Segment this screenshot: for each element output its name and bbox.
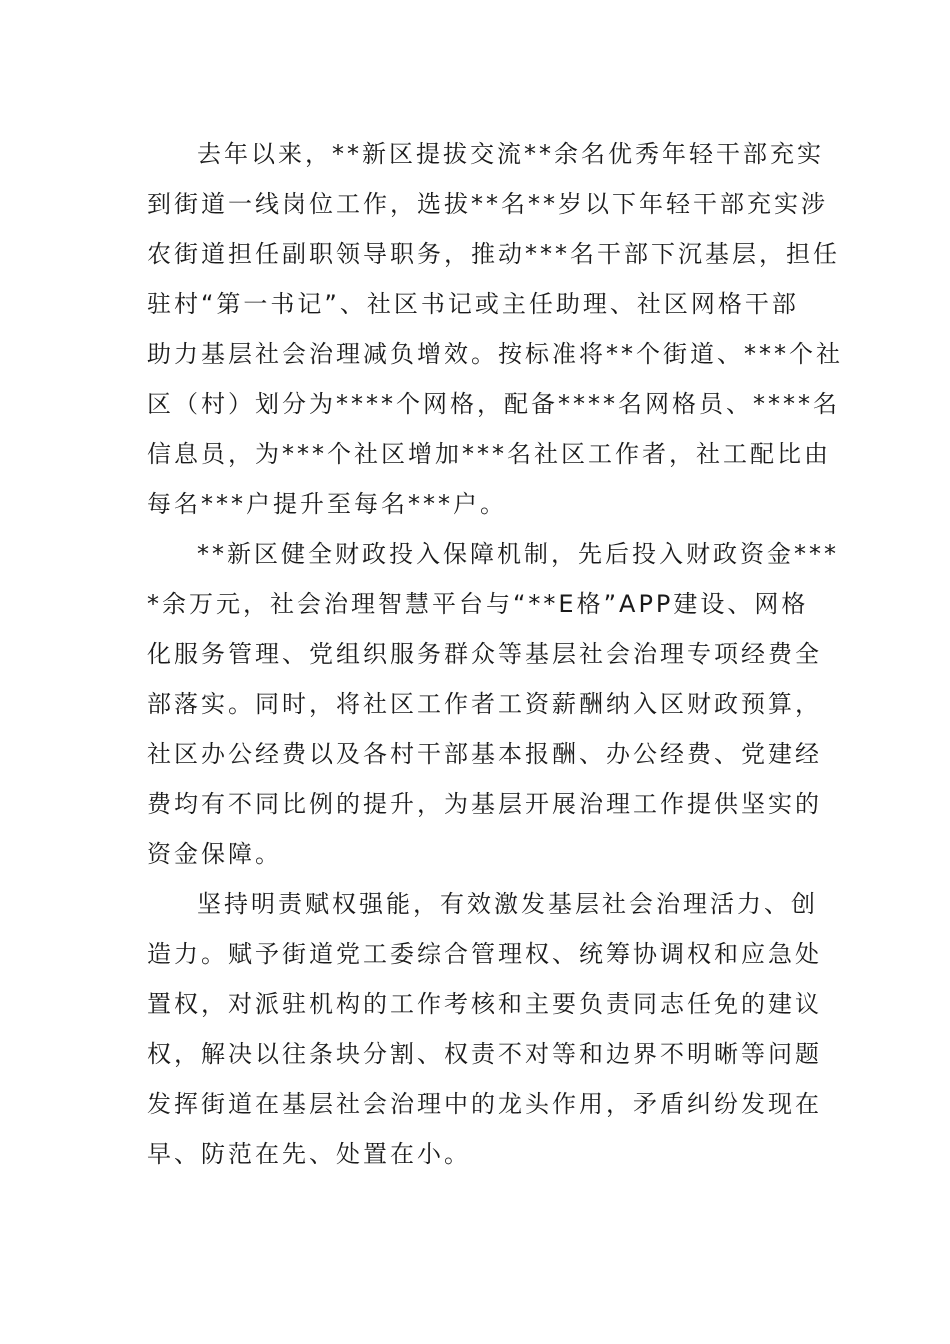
text-line: 信息员，为***个社区增加***名社区工作者，社工配比由 <box>147 440 831 468</box>
paragraph-2 <box>147 529 839 879</box>
text-line: 化服务管理、党组织服务群众等基层社会治理专项经费全 <box>147 640 822 668</box>
paragraph-1 <box>147 129 843 529</box>
text-line: 农街道担任副职领导职务，推动***名干部下沉基层，担任 <box>147 240 840 268</box>
text-line: 坚持明责赋权强能，有效激发基层社会治理活力、创 <box>197 890 818 918</box>
text-line: *余万元，社会治理智慧平台与“**E格”APP建设、网格 <box>147 590 809 618</box>
text-line: 社区办公经费以及各村干部基本报酬、办公经费、党建经 <box>147 740 822 768</box>
body-text <box>147 129 843 1179</box>
text-line: 发挥街道在基层社会治理中的龙头作用，矛盾纠纷发现在 <box>147 1090 822 1118</box>
text-line: 权，解决以往条块分割、权责不对等和边界不明晰等问题 <box>147 1040 822 1068</box>
text-line: 到街道一线岗位工作，选拔**名**岁以下年轻干部充实涉 <box>147 190 828 218</box>
text-line: 驻村“第一书记”、社区书记或主任助理、社区网格干部 <box>147 290 799 318</box>
text-line: 置权，对派驻机构的工作考核和主要负责同志任免的建议 <box>147 990 822 1018</box>
text-line: 区（村）划分为****个网格，配备****名网格员、****名 <box>147 390 840 418</box>
text-line: 每名***户提升至每名***户。 <box>147 490 507 518</box>
text-line: 去年以来，**新区提拔交流**余名优秀年轻干部充实 <box>197 140 824 168</box>
text-line: 部落实。同时，将社区工作者工资薪酬纳入区财政预算， <box>147 690 822 718</box>
text-line: 早、防范在先、处置在小。 <box>147 1140 471 1168</box>
text-line: 费均有不同比例的提升，为基层开展治理工作提供坚实的 <box>147 790 822 818</box>
text-line: **新区健全财政投入保障机制，先后投入财政资金*** <box>197 540 839 568</box>
text-line: 造力。赋予街道党工委综合管理权、统筹协调权和应急处 <box>147 940 822 968</box>
paragraph-3 <box>147 879 822 1179</box>
text-line: 助力基层社会治理减负增效。按标准将**个街道、***个社 <box>147 340 843 368</box>
text-line: 资金保障。 <box>147 840 282 868</box>
